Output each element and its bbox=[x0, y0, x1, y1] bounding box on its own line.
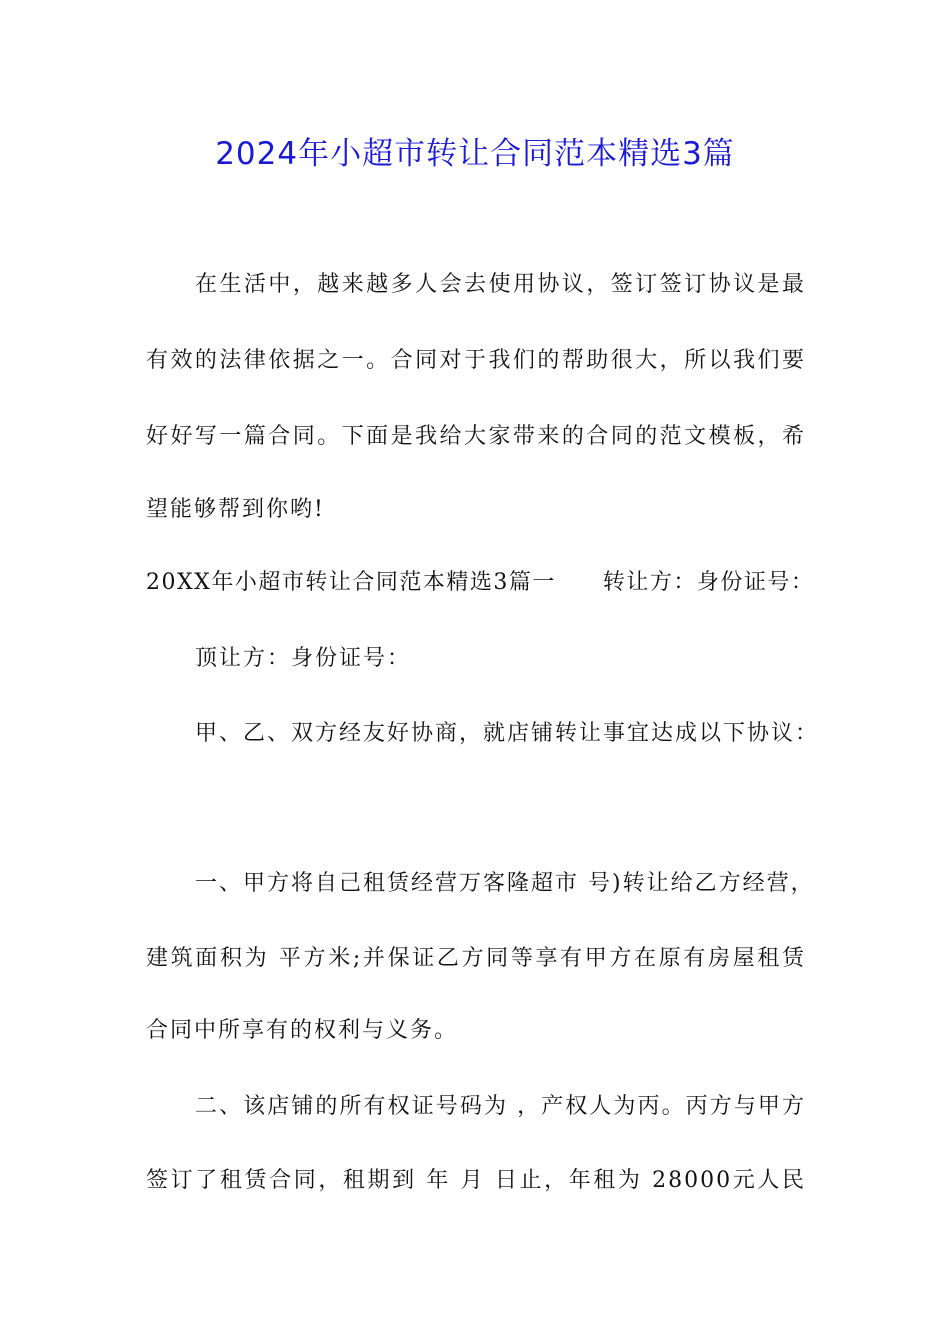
paragraph-line: 在生活中，越来越多人会去使用协议，签订签订协议是最 bbox=[195, 272, 806, 297]
paragraph-line: 好好写一篇合同。下面是我给大家带来的合同的范文模板，希 bbox=[146, 424, 806, 449]
clause-line: 二、该店铺的所有权证号码为 ，产权人为丙。丙方与甲方 bbox=[195, 1094, 806, 1119]
document-title: 2024年小超市转让合同范本精选3篇 bbox=[215, 136, 735, 172]
clause-line: 合同中所享有的权利与义务。 bbox=[146, 1018, 459, 1043]
clause-line: 签订了租赁合同，租期到 年 月 日止，年租为 28000元人民 bbox=[146, 1168, 806, 1193]
paragraph-line: 甲、乙、双方经友好协商，就店铺转让事宜达成以下协议： bbox=[195, 721, 820, 746]
paragraph-line: 顶让方：身份证号： bbox=[195, 646, 412, 671]
section-heading-line: 20XX年小超市转让合同范本精选3篇一 转让方：身份证号： bbox=[146, 570, 815, 595]
clause-line: 一、甲方将自己租赁经营万客隆超市 号)转让给乙方经营， bbox=[195, 871, 815, 896]
paragraph-line: 有效的法律依据之一。合同对于我们的帮助很大，所以我们要 bbox=[146, 348, 806, 373]
clause-line: 建筑面积为 平方米;并保证乙方同等享有甲方在原有房屋租赁 bbox=[146, 946, 806, 971]
paragraph-line: 望能够帮到你哟! bbox=[146, 497, 325, 522]
